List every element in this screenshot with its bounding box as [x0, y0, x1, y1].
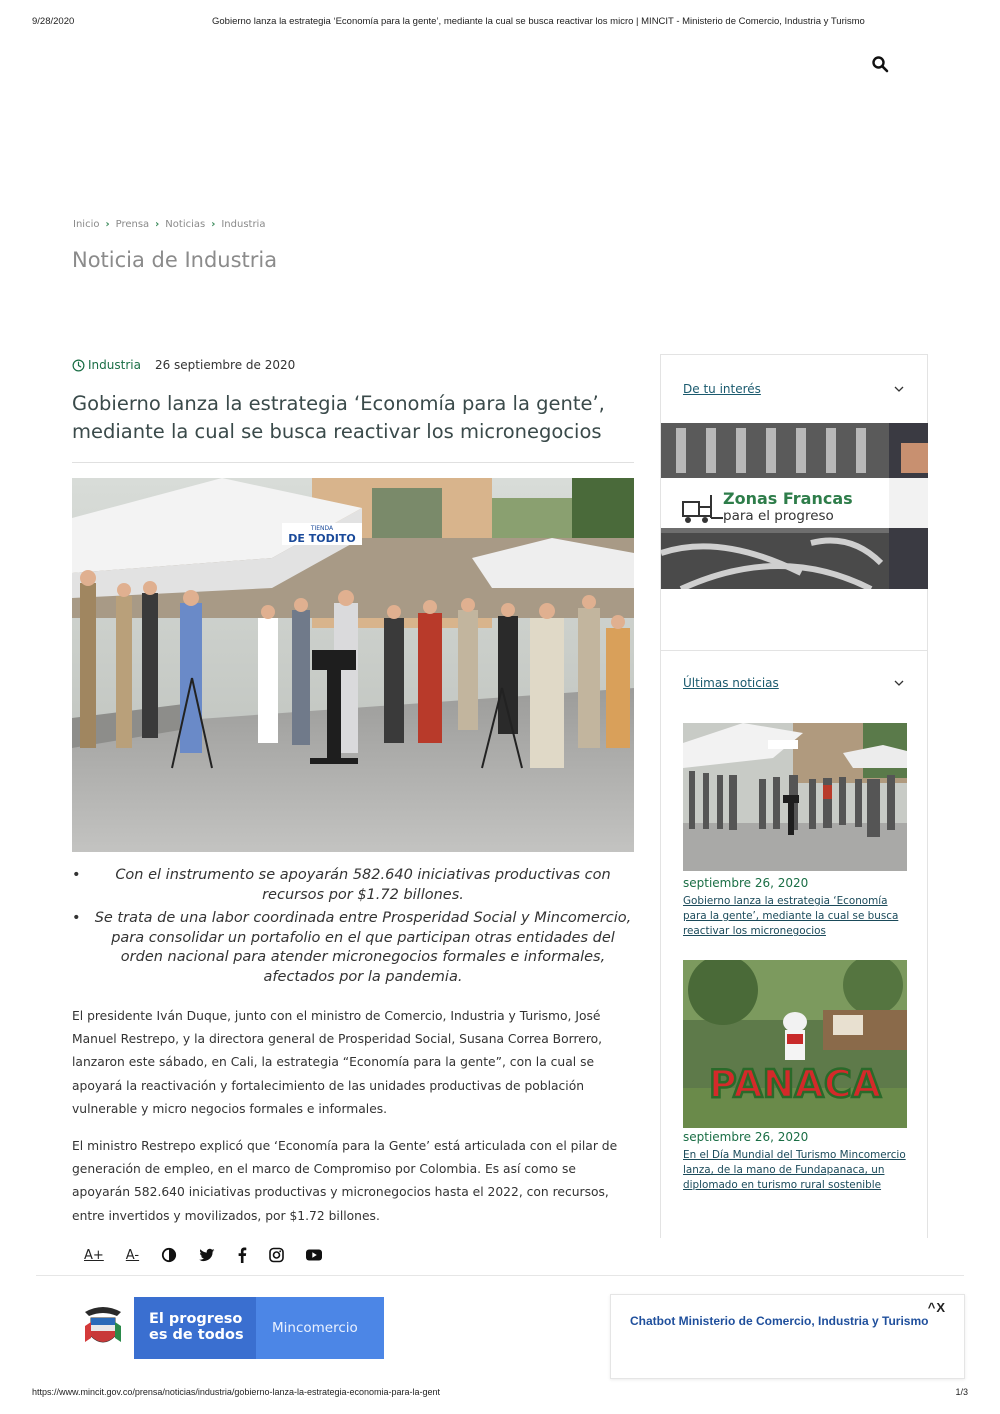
article-date: 26 septiembre de 2020 — [154, 358, 296, 372]
footer-brand: Mincomercio — [256, 1297, 384, 1359]
article-highlights — [72, 866, 634, 991]
breadcrumb-noticias[interactable]: Noticias — [165, 219, 206, 230]
breadcrumb-industria[interactable]: Industria — [221, 219, 266, 230]
chevron-down-icon — [893, 679, 905, 687]
banner-title: Zonas Francas — [723, 489, 853, 508]
article-paragraph: El ministro Restrepo explicó que ‘Economía para la Gente’ está articulada con el pilar de generación de empleo, en el marco de Compromiso por Colombia. Es así como se apoyarán 582.640 iniciativas productivas y micronegocios hasta el 2022, con recursos, entre invertidos y movilizados, por $1.72 billones. — [72, 1139, 618, 1223]
list-item: • Se trata de una labor coordinada entre Prosperidad Social y Mincomercio, para consolidar un portafolio en el que participan otras entidades del orden nacional para atender micronegocios formales e informales, afectados por la pandemia. — [72, 909, 634, 987]
article-headline: Gobierno lanza la estrategia ‘Economía para la gente’, mediante la cual se busca reactivar los micronegocios — [72, 392, 605, 443]
divider — [661, 650, 927, 651]
article-paragraph: El presidente Iván Duque, junto con el ministro de Comercio, Industria y Turismo, José Manuel Restrepo, y la directora general de Prosperidad Social, Susana Correa Borrero, lanzaron este sábado, en Cali, la estrategia “Economía para la gente”, con la cual se apoyará la reactivación y fortalecimiento de las unidades productivas de población vulnerable y micro negocios formales e informales. — [72, 1009, 603, 1116]
print-header — [32, 16, 968, 30]
print-url: https://www.mincit.gov.co/prensa/noticias/industria/gobierno-lanza-la-estrategia-economia-para-la-gent — [32, 1387, 441, 1397]
search-icon[interactable] — [871, 55, 889, 73]
page-title: Noticia de Industria — [72, 248, 278, 272]
article-category[interactable] — [72, 358, 141, 372]
twitter-icon[interactable] — [199, 1246, 215, 1264]
accessibility-bar — [84, 1246, 344, 1264]
font-increase-button[interactable]: A+ — [84, 1247, 104, 1263]
facebook-icon[interactable] — [237, 1246, 247, 1264]
footer-logo[interactable] — [72, 1297, 384, 1359]
divider — [72, 462, 634, 463]
breadcrumb-inicio[interactable]: Inicio — [73, 219, 100, 230]
news-link[interactable]: En el Día Mundial del Turismo Mincomercio lanza, de la mano de Fundapanaca, un diplomado en turismo rural sostenible — [683, 1149, 906, 1191]
chatbot-widget[interactable] — [610, 1294, 965, 1379]
de-tu-interes-label: De tu interés — [683, 382, 761, 396]
youtube-icon[interactable] — [306, 1246, 322, 1264]
font-decrease-button[interactable]: A- — [125, 1247, 140, 1263]
breadcrumb-prensa[interactable]: Prensa — [115, 219, 150, 230]
breadcrumb — [73, 219, 265, 230]
chevron-right-icon: › — [211, 219, 216, 230]
article-meta — [72, 358, 295, 372]
news-thumbnail[interactable] — [683, 960, 907, 1128]
contrast-icon[interactable] — [161, 1246, 177, 1264]
slogan-line: es de todos — [149, 1327, 244, 1343]
news-link[interactable]: Gobierno lanza la estrategia ‘Economía para la gente’, mediante la cual se busca reactivar los micronegocios — [683, 895, 899, 937]
chatbot-controls[interactable]: ^X — [927, 1300, 946, 1315]
clock-icon — [72, 359, 85, 372]
zonas-francas-banner[interactable] — [661, 423, 928, 589]
photo-sign-small: TIENDA — [310, 525, 334, 532]
article-photo — [72, 478, 634, 852]
instagram-icon[interactable] — [269, 1246, 284, 1264]
de-tu-interes-toggle[interactable] — [683, 382, 905, 396]
chevron-down-icon — [893, 385, 905, 393]
news-date: septiembre 26, 2020 — [683, 1130, 809, 1144]
banner-subtitle: para el progreso — [723, 508, 834, 524]
divider — [36, 1275, 964, 1276]
list-item: • Con el instrumento se apoyarán 582.640 iniciativas productivas con recursos por $1.72 billones. — [72, 866, 634, 905]
news-date: septiembre 26, 2020 — [683, 876, 809, 890]
chevron-right-icon: › — [105, 219, 110, 230]
ultimas-noticias-toggle[interactable] — [683, 676, 905, 690]
print-page-number: 1/3 — [955, 1387, 968, 1397]
print-page-title: Gobierno lanza la estrategia ‘Economía para la gente’, mediante la cual se busca reactivar los micro | MINCIT - Ministerio de Comercio, Industria y Turismo — [212, 16, 865, 27]
news-thumbnail[interactable] — [683, 723, 907, 871]
sidebar — [660, 354, 928, 1238]
chatbot-title: Chatbot Ministerio de Comercio, Industria y Turismo — [630, 1314, 929, 1328]
chevron-right-icon: › — [155, 219, 160, 230]
footer-slogan — [134, 1297, 256, 1359]
panaca-sign: PANACA — [708, 1062, 882, 1106]
colombia-coat-of-arms-icon — [72, 1297, 134, 1359]
article-category-label: Industria — [88, 358, 141, 372]
print-date: 9/28/2020 — [32, 16, 75, 27]
ultimas-noticias-label: Últimas noticias — [683, 676, 779, 690]
slogan-line: El progreso — [149, 1311, 243, 1327]
photo-sign-large: DE TODITO — [288, 532, 356, 545]
